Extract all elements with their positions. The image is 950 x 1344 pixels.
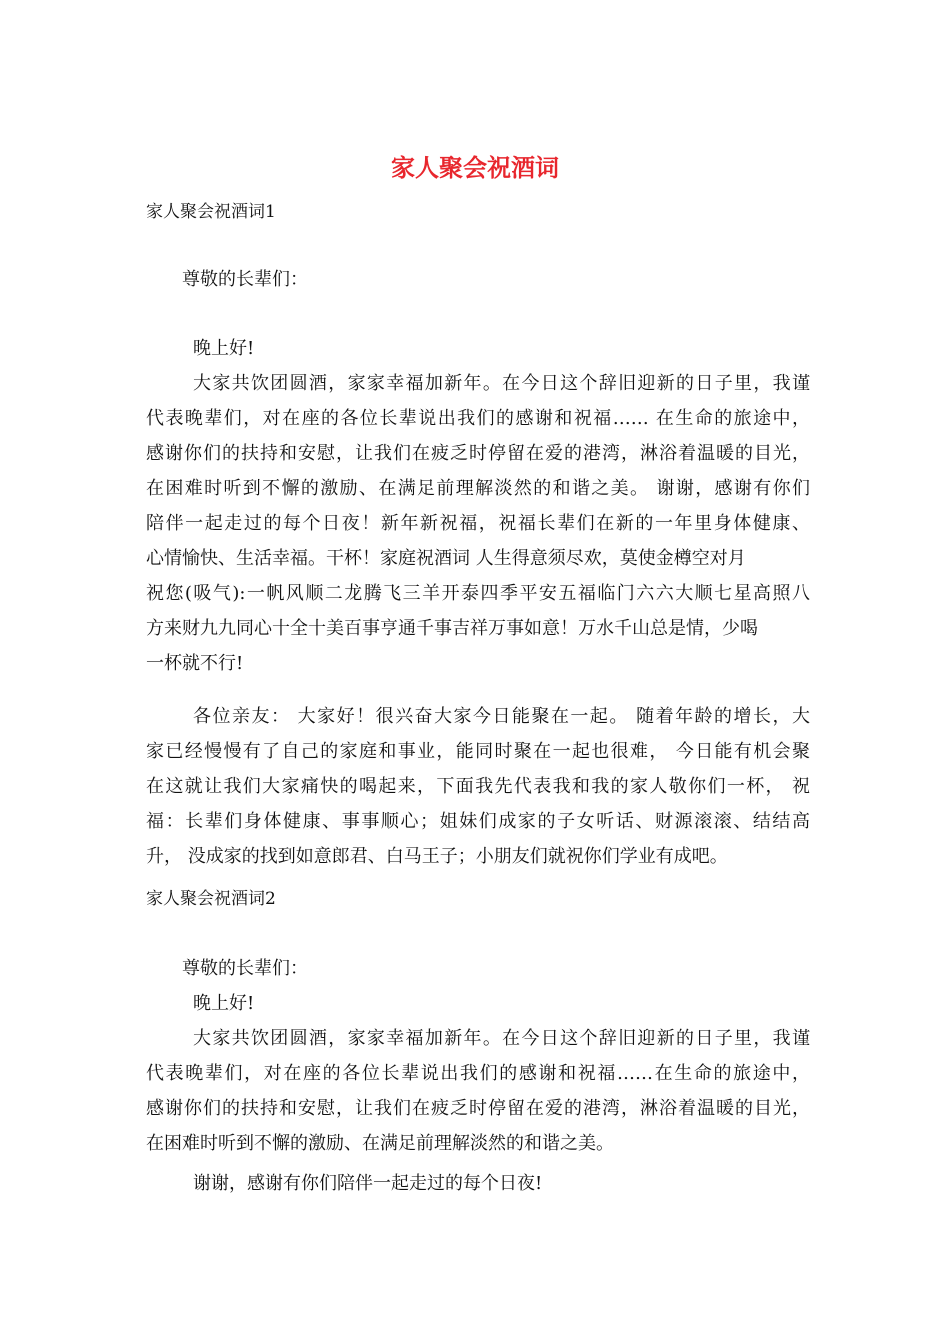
paragraph-line: 谢谢，感谢有你们陪伴一起走过的每个日夜! — [193, 1173, 543, 1194]
section2-salutation — [146, 986, 810, 1021]
paragraph-line: 代表晚辈们，对在座的各位长辈说出我们的感谢和祝福……在生命的旅途中， — [146, 1063, 810, 1084]
salutation-line: 晚上好! — [193, 993, 255, 1014]
paragraph-line: 感谢你们的扶持和安慰，让我们在疲乏时停留在爱的港湾，淋浴着温暖的目光， — [146, 443, 810, 464]
paragraph-line: 代表晚辈们，对在座的各位长辈说出我们的感谢和祝福…… 在生命的旅途中， — [146, 408, 810, 429]
section1-salutation — [146, 331, 810, 366]
paragraph-line: 感谢你们的扶持和安慰，让我们在疲乏时停留在爱的港湾，淋浴着温暖的目光， — [146, 1098, 810, 1119]
section-heading-2: 家人聚会祝酒词2 — [146, 889, 276, 909]
section1-greeting — [146, 262, 810, 297]
section-heading-1: 家人聚会祝酒词1 — [146, 202, 276, 222]
paragraph-line: 方来财九九同心十全十美百事亨通千事吉祥万事如意！万水千山总是情，少喝 — [146, 618, 758, 639]
greeting-line: 尊敬的长辈们： — [182, 269, 308, 290]
document-title: 家人聚会祝酒词 — [391, 153, 559, 182]
paragraph-line: 在困难时听到不懈的激励、在满足前理解淡然的和谐之美。 — [146, 1133, 614, 1154]
section1-paragraph-2 — [146, 699, 810, 874]
salutation-line: 晚上好! — [193, 338, 255, 359]
section1-paragraph-1 — [146, 366, 810, 681]
paragraph-line: 大家共饮团圆酒，家家幸福加新年。在今日这个辞旧迎新的日子里，我谨 — [193, 1028, 810, 1049]
paragraph-line: 心情愉快、生活幸福。干杯！家庭祝酒词 人生得意须尽欢，莫使金樽空对月 — [146, 548, 746, 569]
paragraph-line: 家已经慢慢有了自己的家庭和事业，能同时聚在一起也很难， 今日能有机会聚 — [146, 741, 810, 762]
paragraph-line: 升， 没成家的找到如意郎君、白马王子；小朋友们就祝你们学业有成吧。 — [146, 846, 728, 867]
paragraph-line: 各位亲友： 大家好！很兴奋大家今日能聚在一起。 随着年龄的增长，大 — [193, 706, 810, 727]
paragraph-line: 福：长辈们身体健康、事事顺心；姐妹们成家的子女听话、财源滚滚、结结高 — [146, 811, 810, 832]
paragraph-line: 陪伴一起走过的每个日夜！新年新祝福，祝福长辈们在新的一年里身体健康、 — [146, 513, 810, 534]
paragraph-line: 大家共饮团圆酒，家家幸福加新年。在今日这个辞旧迎新的日子里，我谨 — [193, 373, 810, 394]
section2-paragraph-1 — [146, 1021, 810, 1161]
section2-paragraph-2 — [146, 1166, 810, 1201]
paragraph-line: 祝您(吸气):一帆风顺二龙腾飞三羊开泰四季平安五福临门六六大顺七星高照八 — [146, 583, 810, 604]
section2-greeting — [146, 951, 810, 986]
paragraph-line: 在这就让我们大家痛快的喝起来，下面我先代表我和我的家人敬你们一杯， 祝 — [146, 776, 810, 797]
greeting-line: 尊敬的长辈们： — [182, 958, 308, 979]
paragraph-line: 一杯就不行! — [146, 653, 244, 674]
paragraph-line: 在困难时听到不懈的激励、在满足前理解淡然的和谐之美。 谢谢，感谢有你们 — [146, 478, 810, 499]
